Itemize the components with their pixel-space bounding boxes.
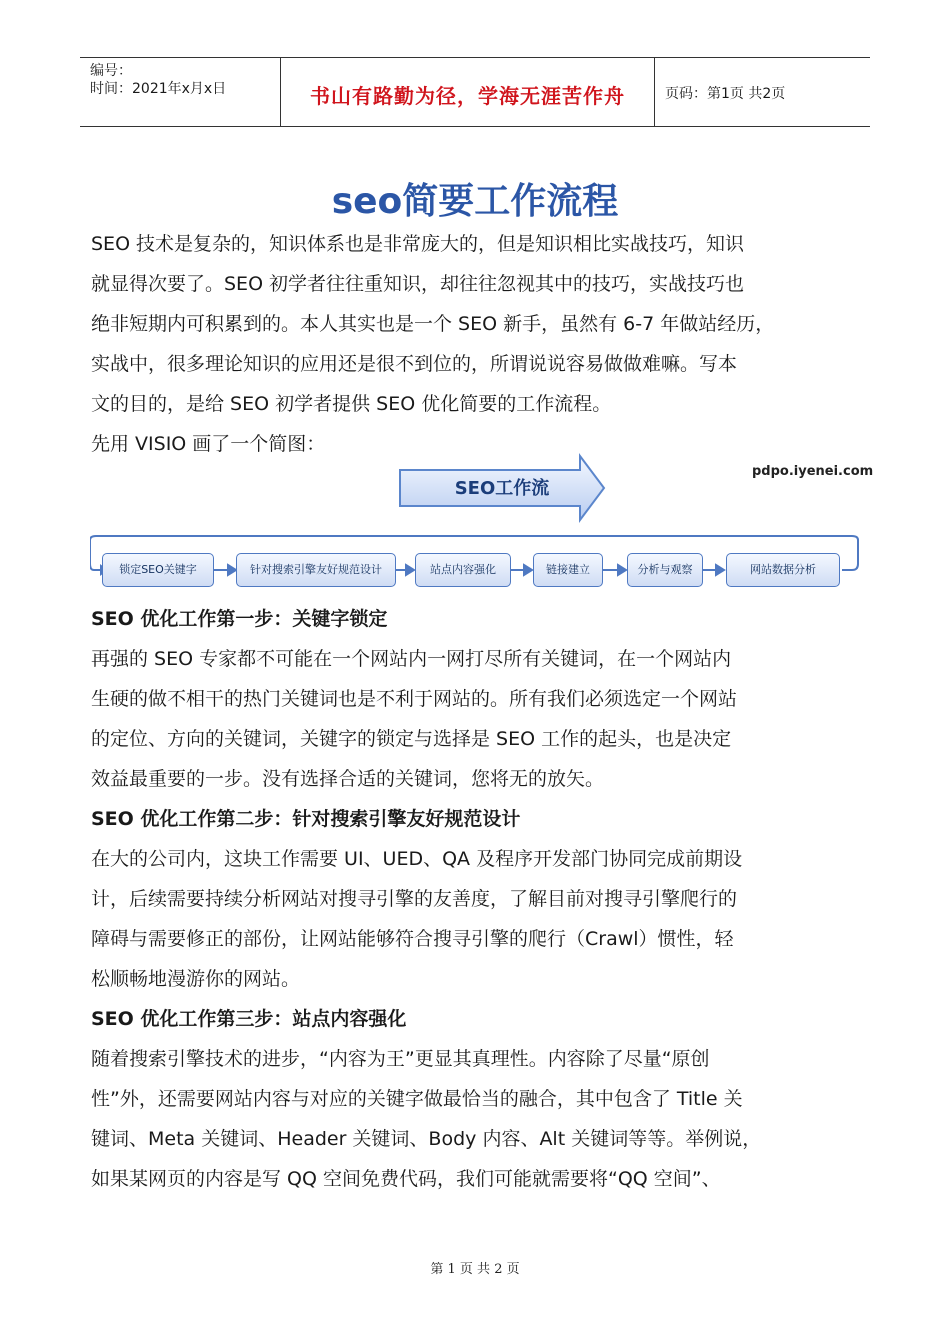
step-site-data-analysis: 网站数据分析 (726, 553, 840, 587)
section-line: 松顺畅地漫游你的网站。 (91, 968, 301, 990)
section-line: 如果某网页的内容是写 QQ 空间免费代码，我们可能就需要将“QQ 空间”、 (91, 1168, 721, 1190)
step-link-building: 链接建立 (533, 553, 603, 587)
intro-line: 绝非短期内可积累到的。本人其实也是一个 SEO 新手，虽然有 6-7 年做站经历， (91, 313, 775, 335)
document-header (80, 57, 870, 127)
site-label: pdpo.iyenei.com (752, 464, 874, 479)
section-line: 随着搜索引擎技术的进步，“内容为王”更显其真理性。内容除了尽量“原创 (91, 1048, 710, 1070)
section-heading: SEO 优化工作第二步：针对搜索引擎友好规范设计 (91, 808, 521, 830)
header-meta-cell (80, 58, 281, 126)
section-heading: SEO 优化工作第一步：关键字锁定 (91, 608, 388, 630)
intro-line: 实战中，很多理论知识的应用还是很不到位的，所谓说说容易做做难嘛。写本 (91, 353, 738, 375)
section-line: 性”外，还需要网站内容与对应的关键字做最恰当的融合，其中包含了 Title 关 (91, 1088, 743, 1110)
intro-line: 文的目的，是给 SEO 初学者提供 SEO 优化简要的工作流程。 (91, 393, 612, 415)
section-line: 键词、Meta 关键词、Header 关键词、Body 内容、Alt 关键词等等。举例说， (91, 1128, 762, 1150)
section-line: 再强的 SEO 专家都不可能在一个网站内一网打尽所有关键词，在一个网站内 (91, 648, 732, 670)
section-line: 的定位、方向的关键词，关键字的锁定与选择是 SEO 工作的起头，也是决定 (91, 728, 732, 750)
intro-line: SEO 技术是复杂的，知识体系也是非常庞大的，但是知识相比实战技巧，知识 (91, 233, 745, 255)
section-heading: SEO 优化工作第三步：站点内容强化 (91, 1008, 407, 1030)
number-label: 编号： (90, 63, 132, 79)
document-title: seo简要工作流程 (331, 181, 619, 222)
time-label: 时间：2021年x月x日 (90, 81, 227, 97)
section-line: 生硬的做不相干的热门关键词也是不利于网站的。所有我们必须选定一个网站 (91, 688, 738, 710)
intro-line: 先用 VISIO 画了一个简图： (91, 433, 326, 455)
header-page-cell (655, 58, 870, 126)
page-footer: 第 1 页 共 2 页 (430, 1262, 520, 1277)
section-line: 在大的公司内，这块工作需要 UI、UED、QA 及程序开发部门协同完成前期设 (91, 848, 743, 870)
section-line: 障碍与需要修正的部份，让网站能够符合搜寻引擎的爬行（Crawl）惯性，轻 (91, 928, 734, 950)
step-content-enhance: 站点内容强化 (415, 553, 511, 587)
motto: 书山有路勤为径，学海无涯苦作舟 (310, 84, 625, 108)
intro-line: 就显得次要了。SEO 初学者往往重知识，却往往忽视其中的技巧，实战技巧也 (91, 273, 745, 295)
seo-workflow-diagram (90, 452, 874, 600)
header-motto-cell (281, 58, 655, 126)
page-info: 页码：第1页 共2页 (665, 86, 786, 102)
main-arrow-label: SEO工作流 (454, 478, 550, 499)
section-line: 效益最重要的一步。没有选择合适的关键词，您将无的放矢。 (91, 768, 605, 790)
section-line: 计，后续需要持续分析网站对搜寻引擎的友善度，了解目前对搜寻引擎爬行的 (91, 888, 738, 910)
step-analysis: 分析与观察 (627, 553, 703, 587)
step-friendly-design: 针对搜索引擎友好规范设计 (236, 553, 396, 587)
step-keyword-lock: 锁定SEO关键字 (102, 553, 214, 587)
